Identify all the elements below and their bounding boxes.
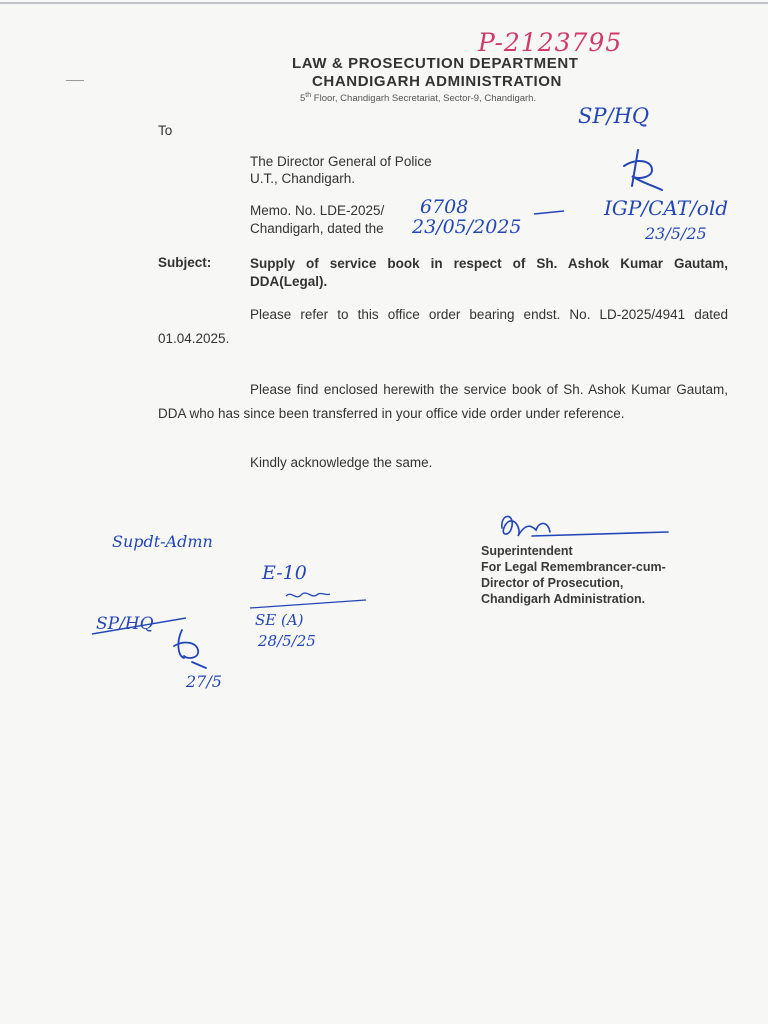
letterhead-address: 5th Floor, Chandigarh Secretariat, Sector-9, Chandigarh.	[300, 92, 537, 105]
signature-block	[481, 543, 666, 607]
handwritten-igp-note: IGP/CAT/old	[604, 196, 729, 220]
signatory-line-2: For Legal Remembrancer-cum-	[481, 560, 666, 574]
recipient-line-1: The Director General of Police	[250, 154, 432, 169]
to-label: To	[158, 123, 173, 138]
signatory-title: Superintendent	[481, 544, 573, 558]
department-title: LAW & PROSECUTION DEPARTMENT	[292, 55, 579, 72]
handwritten-memo-date: 23/05/2025	[412, 216, 522, 238]
handwritten-se-a: SE (A)	[255, 611, 304, 629]
subject-label: Subject:	[158, 255, 212, 270]
signatory-line-4: Chandigarh Administration.	[481, 592, 646, 606]
handwritten-sp-hq: SP/HQ	[578, 104, 650, 128]
administration-title: CHANDIGARH ADMINISTRATION	[312, 73, 562, 90]
handwritten-dash	[532, 208, 566, 218]
handwritten-sp-hq-2: SP/HQ	[96, 614, 154, 634]
subject-text: Supply of service book in respect of Sh. Ashok Kumar Gautam, DDA(Legal).	[250, 256, 728, 289]
handwritten-strike-line	[248, 598, 368, 612]
top-border	[0, 2, 768, 4]
handwritten-reference-number: P-2123795	[478, 28, 623, 57]
handwritten-date-27-5: 27/5	[186, 672, 222, 691]
paragraph-enclosure: Please find enclosed herewith the service book of Sh. Ashok Kumar Gautam, DDA who has since been transferred in your office vide order under reference.	[158, 382, 728, 421]
handwritten-igp-date: 23/5/25	[645, 224, 707, 243]
margin-mark	[66, 80, 84, 81]
signatory-line-3: Director of Prosecution,	[481, 576, 624, 590]
handwritten-supdt-admin: Supdt-Admn	[112, 532, 213, 551]
handwritten-se-date: 28/5/25	[258, 632, 316, 650]
handwritten-initials-small	[170, 628, 210, 672]
handwritten-e10: E-10	[262, 562, 307, 584]
handwritten-memo-number: 6708	[420, 196, 469, 218]
paragraph-acknowledge: Kindly acknowledge the same.	[250, 455, 433, 470]
recipient-line-2: U.T., Chandigarh.	[250, 171, 356, 186]
signature-scribble	[492, 508, 672, 546]
paragraph-reference: Please refer to this office order bearing endst. No. LD-2025/4941 dated 01.04.2025.	[158, 307, 728, 346]
dated-label: Chandigarh, dated the	[250, 221, 384, 236]
handwritten-initials	[618, 146, 668, 196]
memo-label: Memo. No. LDE-2025/	[250, 203, 385, 218]
